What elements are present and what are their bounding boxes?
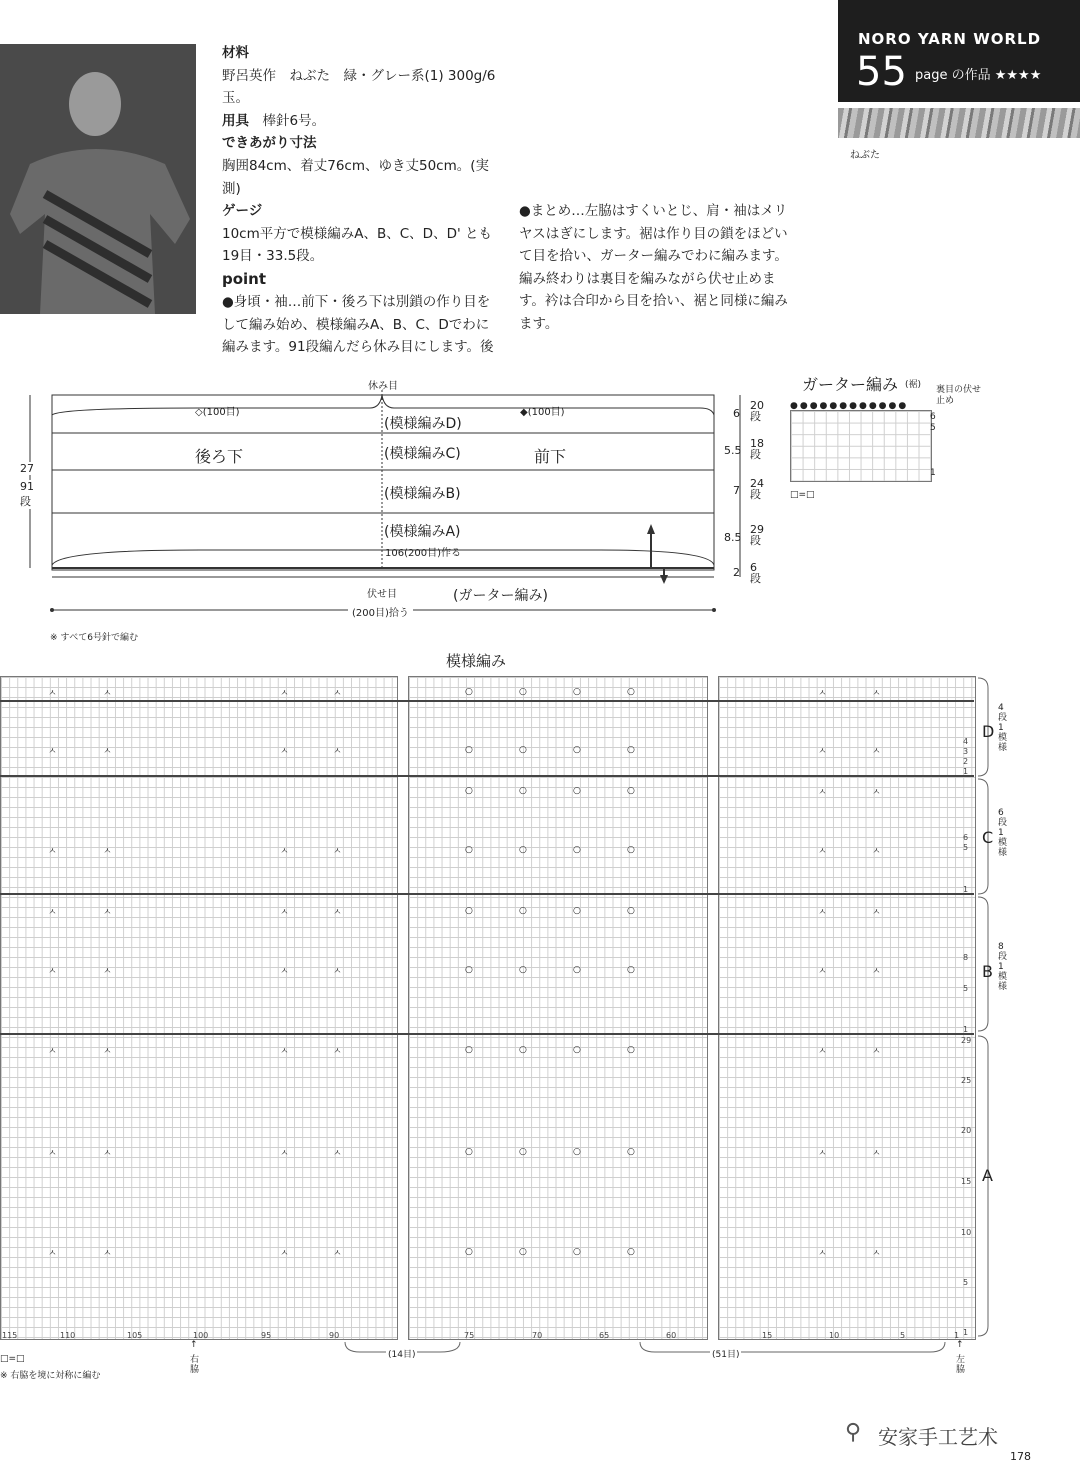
dim-rows-garter: 6段 (750, 561, 761, 585)
row-num: 25 (961, 1076, 972, 1085)
dec-symbol: ㅅ (280, 847, 289, 857)
yo-symbol: ○ (573, 845, 581, 855)
dim-rows-c: 18段 (750, 437, 764, 461)
garter-row-6: 6 (930, 412, 936, 422)
dec-symbol: ㅅ (333, 1149, 342, 1159)
yo-symbol: ○ (627, 1147, 635, 1157)
garter-grid (790, 410, 932, 482)
yo-symbol: ○ (465, 845, 473, 855)
dim-d: 6 (733, 407, 740, 420)
row-num: 5 (963, 843, 969, 852)
dec-symbol: ㅅ (103, 1047, 112, 1057)
section-d-letter: D (982, 722, 995, 741)
yo-symbol: ○ (519, 786, 527, 796)
dec-symbol: ㅅ (280, 1149, 289, 1159)
point-text-start (222, 291, 502, 361)
row-c-label: (模様編みC) (384, 446, 461, 462)
yo-symbol: ○ (519, 845, 527, 855)
col-num: 1 (954, 1331, 960, 1340)
dec-symbol: ㅅ (280, 747, 289, 757)
dim-c: 5.5 (724, 444, 742, 457)
dec-symbol: ㅅ (103, 1149, 112, 1159)
yo-symbol: ○ (627, 1045, 635, 1055)
left-side-arrow: ↑ (956, 1340, 964, 1350)
col-num: 10 (829, 1331, 840, 1340)
left-side-label: 左脇 (956, 1355, 966, 1375)
yo-symbol: ○ (519, 745, 527, 755)
dec-symbol: ㅅ (818, 1149, 827, 1159)
yo-symbol: ○ (465, 786, 473, 796)
yo-symbol: ○ (573, 1247, 581, 1257)
divider-b (0, 1033, 974, 1035)
yo-symbol: ○ (519, 1247, 527, 1257)
dec-symbol: ㅅ (333, 1047, 342, 1057)
watermark-icon: ⚲ (845, 1420, 862, 1445)
garter-label: (ガーター編み) (453, 588, 548, 604)
point-text: ●身頃・袖…前下・後ろ下は別鎖の作り目をして編み始め、模様編みA、B、C、Dでわに編みます。91段編んだら休み目にします。後 (222, 294, 494, 356)
gauge-text: 10cm平方で模様編みA、B、C、D、D' とも19目・33.5段。 (222, 225, 492, 265)
dec-symbol: ㅅ (280, 689, 289, 699)
yo-symbol: ○ (627, 906, 635, 916)
materials-heading: 材料 (222, 45, 249, 61)
col-num: 110 (60, 1331, 76, 1340)
tools-heading: 用具 (222, 112, 249, 129)
right-side-arrow: ↑ (190, 1340, 198, 1350)
yo-symbol: ○ (627, 965, 635, 975)
col-num: 95 (261, 1331, 272, 1340)
row-num: 1 (963, 1025, 969, 1034)
pattern-chart-title: 模様編み (446, 652, 507, 670)
yo-symbol: ○ (465, 906, 473, 916)
right-side-label: 右脇 (190, 1355, 200, 1375)
col-num: 75 (464, 1331, 475, 1340)
yo-symbol: ○ (627, 786, 635, 796)
yo-symbol: ○ (465, 1045, 473, 1055)
front-lower-label: 前下 (534, 447, 567, 466)
row-num: 1 (963, 1328, 969, 1337)
yo-symbol: ○ (627, 687, 635, 697)
row-num: 5 (963, 984, 969, 993)
col-num: 90 (329, 1331, 340, 1340)
materials-text: 野呂英作 ねぶた 緑・グレー系(1) 300g/6玉。 (222, 67, 496, 107)
point-heading: point (222, 269, 267, 288)
dec-symbol: ㅅ (48, 967, 57, 977)
dec-symbol: ㅅ (48, 747, 57, 757)
section-b-note: 8段1模様 (998, 942, 1008, 992)
instructions-column-1 (222, 42, 502, 291)
dec-symbol: ㅅ (333, 689, 342, 699)
finish-text: ●まとめ…左脇はすくいとじ、肩・袖はメリヤスはぎにします。裾は作り目の鎖をほどいて目を拾い、ガーター編みでわに編みます。編み終わりは裏目を編みながら伏せ止めます。衿は合印から目を拾い、裾と同様に編みます。 (519, 203, 788, 332)
tools-text: 棒針6号。 (262, 112, 326, 129)
yo-symbol: ○ (465, 1247, 473, 1257)
page-ref-label: page の作品 ★★★★ (915, 68, 1042, 83)
height-cm: 27 (20, 462, 34, 475)
dec-symbol: ㅅ (103, 847, 112, 857)
garter-chart-title: ガーター編み (802, 375, 899, 394)
garter-bind-note: 裏目の伏せ止め (936, 385, 982, 406)
size-text: 胸囲84cm、着丈76cm、ゆき丈50cm。(実測) (222, 157, 490, 197)
garter-bind-row: ●●●●●●●●●●●● (790, 401, 909, 411)
row-num: 1 (963, 885, 969, 894)
repeat-51: (51目) (710, 1347, 741, 1360)
dec-symbol: ㅅ (872, 788, 881, 798)
yo-symbol: ○ (627, 745, 635, 755)
garter-row-5: 5 (930, 423, 936, 433)
dim-rows-a: 29段 (750, 523, 764, 547)
yo-symbol: ○ (465, 687, 473, 697)
yo-symbol: ○ (465, 1147, 473, 1157)
repeat-brackets (340, 1340, 970, 1360)
dec-symbol: ㅅ (872, 908, 881, 918)
dec-symbol: ㅅ (872, 1249, 881, 1259)
dim-rows-b: 24段 (750, 477, 764, 501)
dec-symbol: ㅅ (48, 847, 57, 857)
section-brackets (974, 676, 1004, 1338)
yo-symbol: ○ (573, 1147, 581, 1157)
yo-symbol: ○ (519, 965, 527, 975)
col-num: 60 (666, 1331, 677, 1340)
yo-symbol: ○ (519, 906, 527, 916)
col-num: 65 (599, 1331, 610, 1340)
yo-symbol: ○ (573, 965, 581, 975)
brand-title: NORO YARN WORLD (858, 30, 1042, 48)
section-c-note: 6段1模様 (998, 808, 1008, 858)
dec-symbol: ㅅ (872, 847, 881, 857)
yo-symbol: ○ (573, 1045, 581, 1055)
row-num: 20 (961, 1126, 972, 1135)
dim-rows-d: 20段 (750, 399, 764, 423)
dec-symbol: ㅅ (333, 967, 342, 977)
row-a-label: (模様編みA) (384, 524, 461, 540)
right-stitch-count: ◆(100目) (520, 407, 565, 418)
dec-symbol: ㅅ (103, 967, 112, 977)
row-num: 5 (963, 1278, 969, 1287)
dec-symbol: ㅅ (818, 908, 827, 918)
col-num: 100 (193, 1331, 209, 1340)
section-a-letter: A (982, 1166, 993, 1185)
row-b-label: (模様編みB) (384, 486, 461, 502)
schematic-top-label: 休み目 (368, 381, 398, 392)
watermark-text: 安家手工艺术 (878, 1425, 998, 1449)
row-num: 3 (963, 747, 969, 756)
needle-note: ※ すべて6号針で編む (50, 633, 138, 643)
model-figure (0, 44, 196, 314)
yo-symbol: ○ (519, 1045, 527, 1055)
bind-off-label: 伏せ目 (367, 589, 397, 600)
yo-symbol: ○ (627, 845, 635, 855)
dec-symbol: ㅅ (818, 1249, 827, 1259)
row-num: 4 (963, 737, 969, 746)
dec-symbol: ㅅ (280, 908, 289, 918)
yo-symbol: ○ (573, 687, 581, 697)
back-lower-label: 後ろ下 (195, 447, 244, 466)
dec-symbol: ㅅ (48, 1047, 57, 1057)
dec-symbol: ㅅ (872, 689, 881, 699)
col-num: 15 (762, 1331, 773, 1340)
dec-symbol: ㅅ (818, 747, 827, 757)
dec-symbol: ㅅ (872, 967, 881, 977)
dec-symbol: ㅅ (103, 1249, 112, 1259)
dec-symbol: ㅅ (872, 747, 881, 757)
col-num: 5 (900, 1331, 906, 1340)
garter-row-1: 1 (930, 468, 936, 478)
divider-top (0, 700, 974, 702)
yarn-swatch (838, 108, 1080, 138)
dec-symbol: ㅅ (280, 1249, 289, 1259)
header-box (838, 0, 1080, 102)
left-stitch-count: ◇(100目) (195, 407, 240, 418)
garter-chart-sub: (裾) (905, 380, 922, 390)
dec-symbol: ㅅ (818, 788, 827, 798)
row-num: 29 (961, 1036, 972, 1045)
dec-symbol: ㅅ (818, 967, 827, 977)
gauge-heading: ゲージ (222, 203, 263, 220)
dec-symbol: ㅅ (48, 908, 57, 918)
yo-symbol: ○ (573, 745, 581, 755)
yo-symbol: ○ (573, 786, 581, 796)
dec-symbol: ㅅ (48, 1149, 57, 1159)
dim-garter: 2 (733, 566, 740, 579)
page-number: 178 (1010, 1450, 1031, 1463)
cast-on-label: 106(200目)作る (385, 548, 461, 559)
garter-legend: □=□ (790, 490, 815, 500)
yo-symbol: ○ (573, 906, 581, 916)
col-num: 115 (2, 1331, 18, 1340)
yo-symbol: ○ (519, 1147, 527, 1157)
dec-symbol: ㅅ (48, 689, 57, 699)
row-num: 15 (961, 1177, 972, 1186)
divider-c (0, 893, 974, 895)
yo-symbol: ○ (465, 965, 473, 975)
yo-symbol: ○ (627, 1247, 635, 1257)
dec-symbol: ㅅ (48, 1249, 57, 1259)
dec-symbol: ㅅ (333, 1249, 342, 1259)
divider-d (0, 775, 974, 777)
col-num: 70 (532, 1331, 543, 1340)
section-d-note: 4段1模様 (998, 703, 1008, 753)
row-num: 8 (963, 953, 969, 962)
row-num: 6 (963, 833, 969, 842)
pattern-note: ※ 右脇を境に対称に編む (0, 1371, 101, 1381)
dec-symbol: ㅅ (103, 689, 112, 699)
dec-symbol: ㅅ (818, 847, 827, 857)
dec-symbol: ㅅ (872, 1047, 881, 1057)
page-ref-number: 55 (856, 49, 907, 95)
dec-symbol: ㅅ (333, 847, 342, 857)
dec-symbol: ㅅ (103, 747, 112, 757)
pickup-label: (200目)拾う (348, 604, 413, 619)
dec-symbol: ㅅ (872, 1149, 881, 1159)
dec-symbol: ㅅ (818, 1047, 827, 1057)
row-num: 10 (961, 1228, 972, 1237)
yo-symbol: ○ (465, 745, 473, 755)
dec-symbol: ㅅ (333, 908, 342, 918)
dec-symbol: ㅅ (280, 967, 289, 977)
row-d-label: (模様編みD) (384, 416, 462, 432)
dec-symbol: ㅅ (280, 1047, 289, 1057)
dec-symbol: ㅅ (103, 908, 112, 918)
yo-symbol: ○ (519, 687, 527, 697)
section-c-letter: C (982, 828, 994, 847)
instructions-column-2 (519, 42, 799, 336)
dec-symbol: ㅅ (333, 747, 342, 757)
yarn-label: ねぶた (850, 150, 880, 161)
dim-b: 7 (733, 484, 740, 497)
dim-a: 8.5 (724, 531, 742, 544)
pattern-legend: □=□ (0, 1354, 25, 1364)
col-num: 105 (127, 1331, 143, 1340)
section-b-letter: B (982, 962, 993, 981)
dec-symbol: ㅅ (818, 689, 827, 699)
size-heading: できあがり寸法 (222, 135, 317, 152)
row-num: 1 (963, 767, 969, 776)
repeat-14: (14目) (386, 1347, 417, 1360)
row-num: 2 (963, 757, 969, 766)
height-rows: 91段 (20, 480, 34, 508)
model-photo (0, 44, 196, 314)
